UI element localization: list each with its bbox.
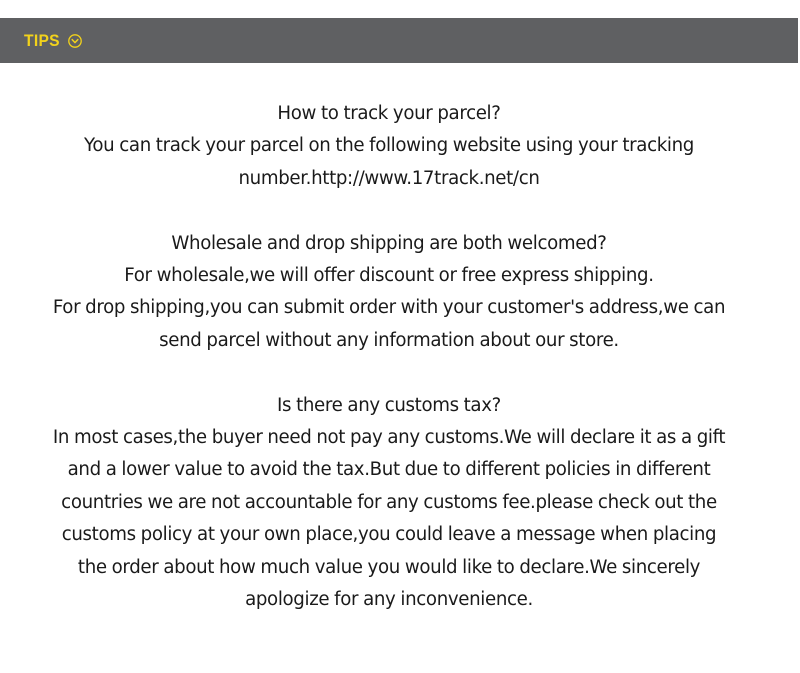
faq-answer-line: send parcel without any information about our store. — [159, 329, 619, 351]
faq-answer-line: and a lower value to avoid the tax.But due to different policies in different — [67, 459, 711, 481]
tips-title: TIPS — [24, 30, 60, 50]
faq-answer-line: the order about how much value you would like to declare.We sincerely — [77, 556, 701, 578]
faq-answer-line: For wholesale,we will offer discount or free express shipping. — [124, 265, 654, 287]
faq-customs — [0, 390, 778, 617]
faq-answer-line: For drop shipping,you can submit order with your customer's address,we can — [52, 297, 726, 319]
faq-answer-line: In most cases,the buyer need not pay any customs.We will declare it as a gift — [52, 427, 726, 449]
faq-answer-line: countries we are not accountable for any customs fee.please check out the — [61, 491, 717, 513]
faq-question: Is there any customs tax? — [277, 394, 501, 416]
tips-content — [0, 98, 778, 616]
faq-wholesale — [0, 228, 778, 358]
faq-question: Wholesale and drop shipping are both welcomed? — [171, 232, 607, 254]
tips-header-bar — [0, 18, 798, 63]
faq-tracking — [0, 98, 778, 195]
chevron-circle-down-icon[interactable] — [67, 33, 83, 49]
faq-answer-line: You can track your parcel on the following website using your tracking — [84, 135, 694, 157]
faq-answer-line: apologize for any inconvenience. — [245, 589, 533, 611]
faq-answer-line: number.http://www.17track.net/cn — [238, 167, 540, 189]
faq-answer-line: customs policy at your own place,you could leave a message when placing — [61, 524, 717, 546]
faq-question: How to track your parcel? — [277, 103, 501, 124]
